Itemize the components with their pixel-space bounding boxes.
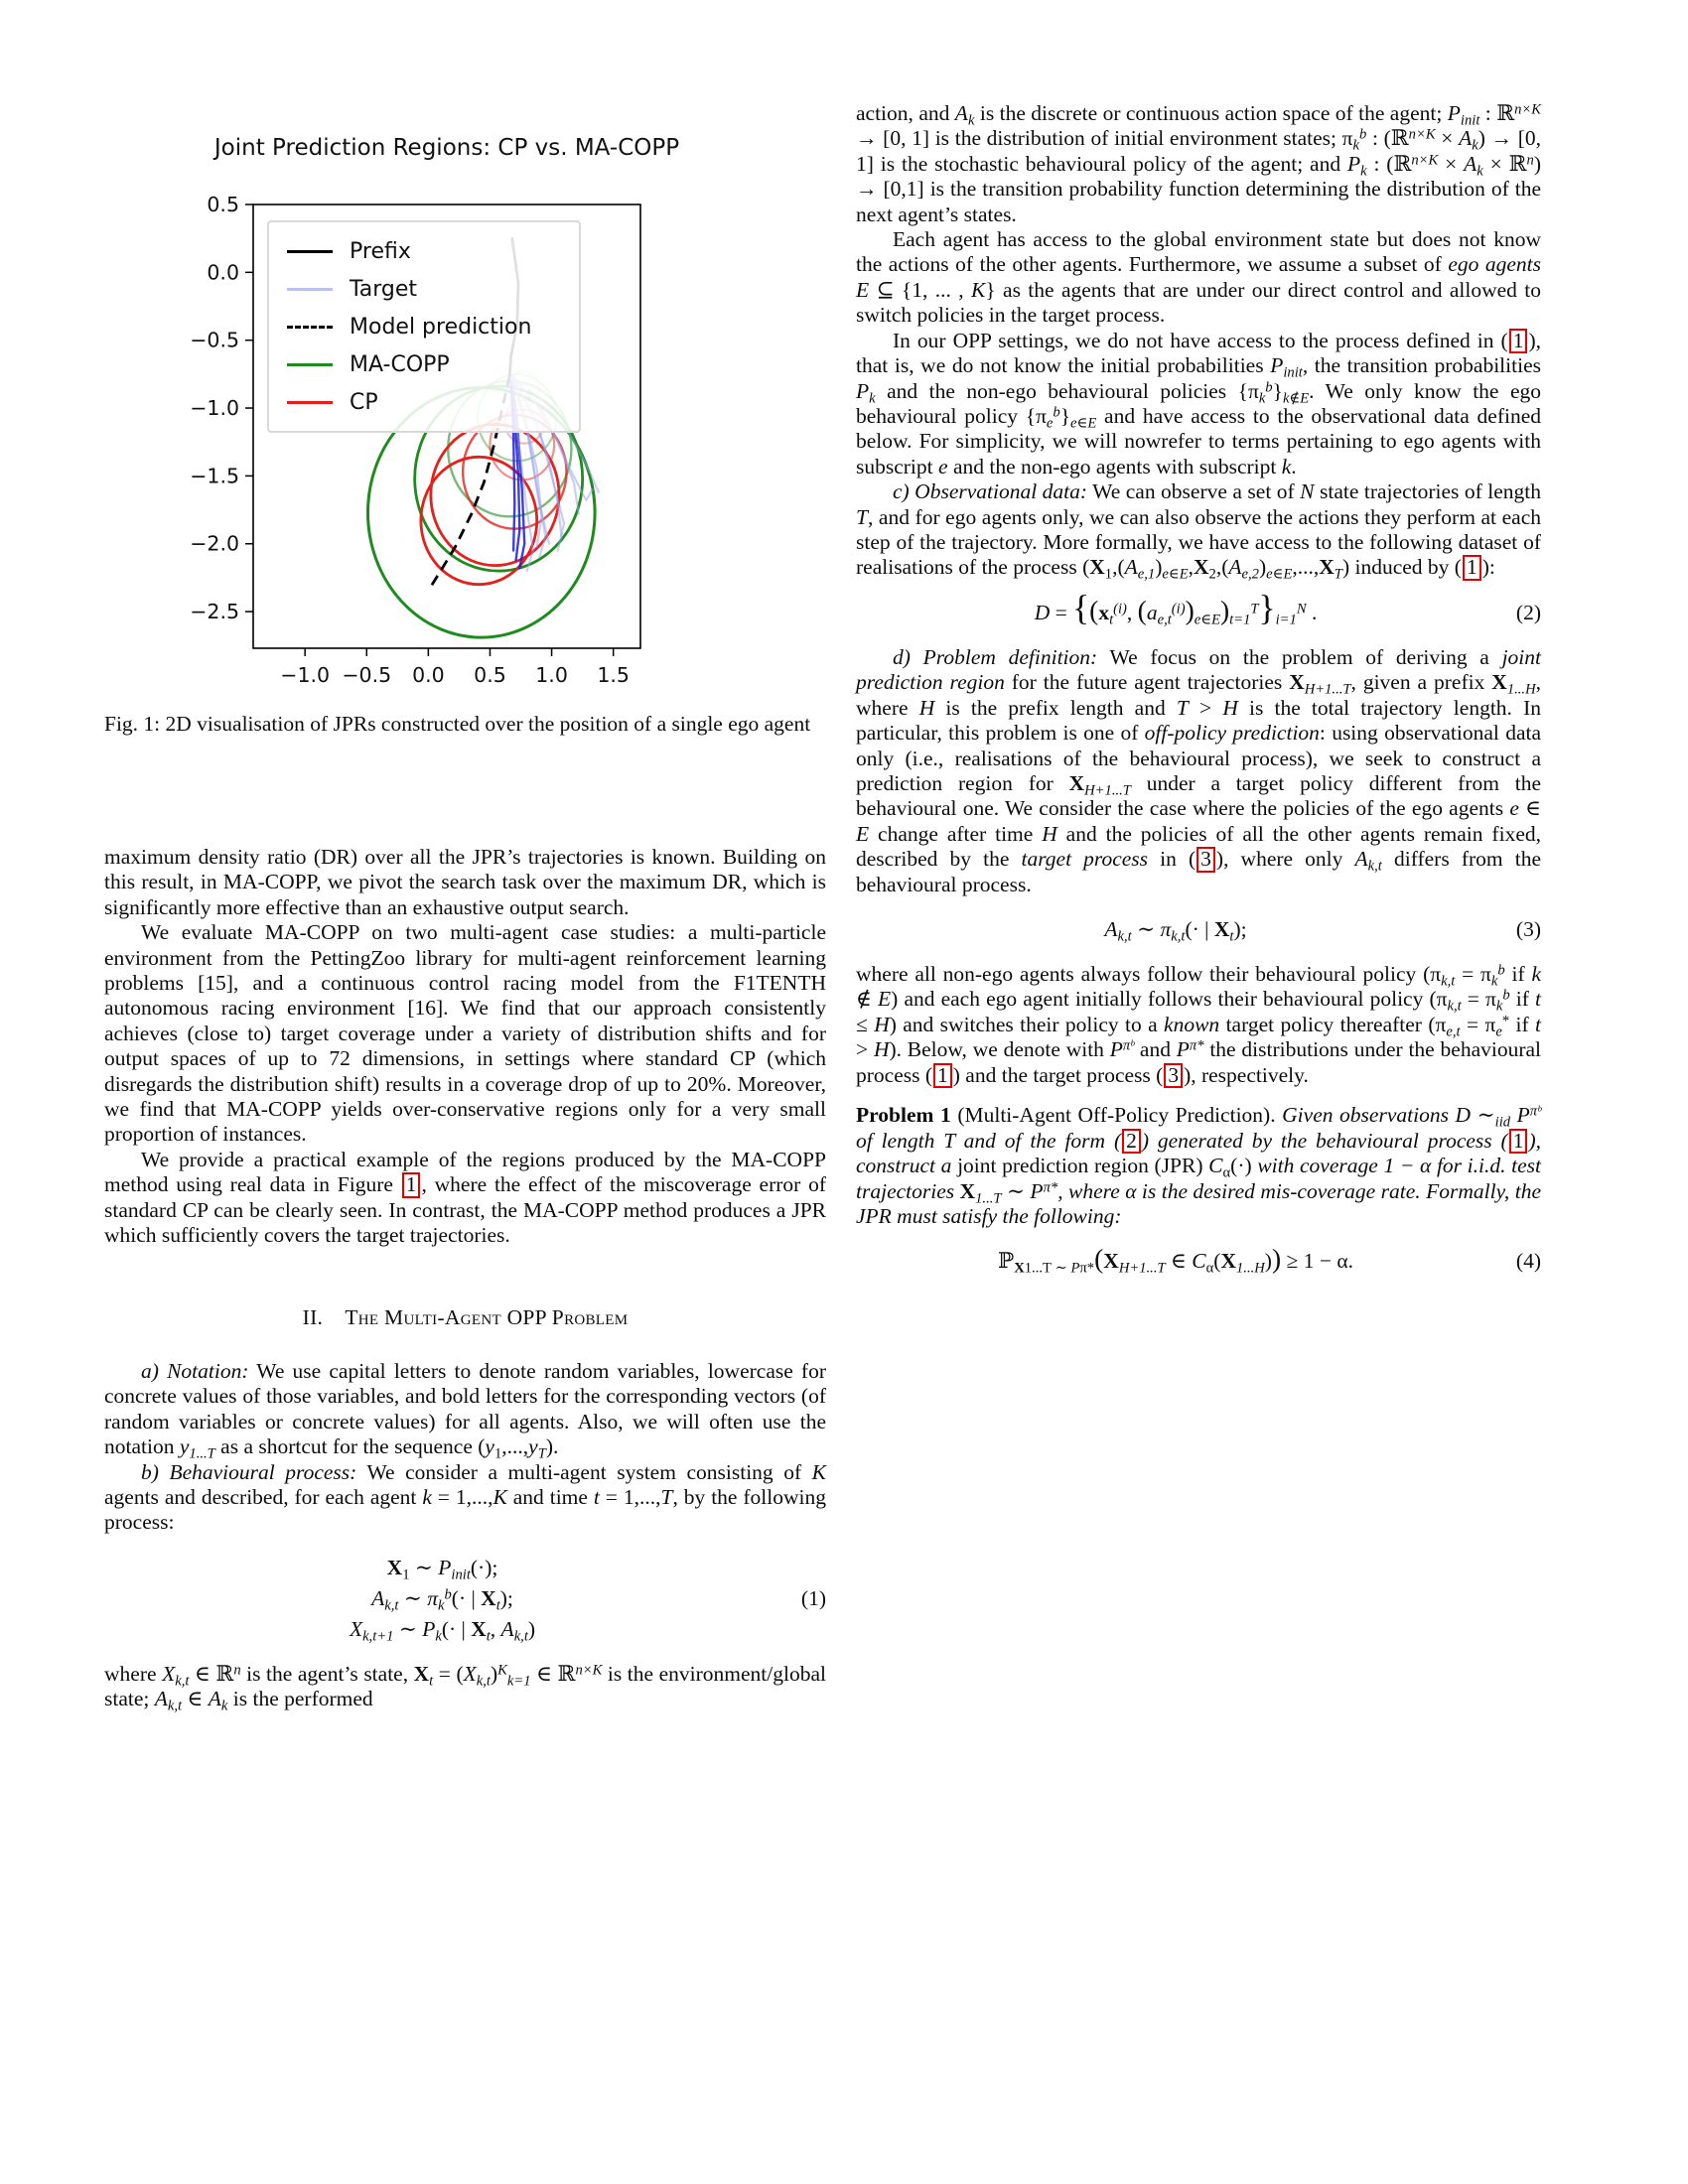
citation-ref[interactable]: 3: [1164, 1063, 1183, 1089]
citation-ref[interactable]: 1: [1509, 1129, 1528, 1155]
equation-3: [856, 914, 1541, 945]
equation-number: (1): [800, 1585, 826, 1610]
problem-statement: Problem 1 (Multi-Agent Off-Policy Prediction). Given observations D $\sim_{iid}$ $P^{\pi ᵇ}$ of length T and of the form ( 2 ) generated by the behavioural process ( 1 ), construct a joint prediction region (JPR) $C_\alpha(\cdot)$ with coverage 1 − α for i.i.d. test trajectories $X_{1...T}$ ∼ $P^{\pi*}$, where α is the desired mis-coverage rate. Formally, the JPR must satisfy the following:: [856, 1103, 1542, 1228]
equation-line: $X_{k,t+1}$ ∼ $P_k(\cdot$ | $X_t$, $A_{k,t}$): [349, 1616, 536, 1645]
legend-entry-cp: [287, 383, 569, 421]
figure-caption: Fig. 1: 2D visualisation of JPRs constructed over the position of a single ego agent: [104, 712, 811, 736]
equation-1-body: [104, 1553, 780, 1645]
paragraph-observational-data: c) Observational data: We can observe a set of N state trajectories of length T, and for ego agents only, we can also observe the actions they perform at each step of the trajectory. More formally, we have access to the following dataset of realisations of the process $(X_1,(A_{e,1})_{e\in E},X_2,(A_{e,2})_{e\in E},...,X_T)$ induced by ( 1 ):: [856, 479, 1541, 584]
equation-number: (2): [1515, 600, 1541, 624]
paragraph: maximum density ratio (DR) over all the JPR’s trajectories is known. Building on this result, in MA-COPP, we pivot the search task over the maximum DR, which is significantly more effective than an exhaustive output search.: [104, 845, 826, 919]
equation-1: [104, 1553, 826, 1645]
paragraph: where all non-ego agents always follow their behavioural policy ($\pi_{k,t} = \pi_k^b$ if k ∉ E) and each ego agent initially follows their behavioural policy ($\pi_{k,t} = \pi_k^b$ if t ≤ H) and switches their policy to a known target policy thereafter ($\pi_{e,t} = \pi_e^*$ if t > H). Below, we denote with $P^{\pi ᵇ}$ and $P^{\pi*}$ the distributions under the behavioural process ( 1 ) and the target process ( 3 ), respectively.: [856, 962, 1542, 1087]
y-tick-label: 0.5: [207, 193, 239, 216]
y-tick-label: −1.0: [190, 396, 239, 421]
citation-ref[interactable]: 1: [1509, 329, 1528, 354]
legend-entry-prefix: [287, 232, 569, 270]
paragraph-problem-definition: d) Problem definition: We focus on the problem of deriving a joint prediction region for the future agent trajectories $X_{H+1...T}$, given a prefix $X_{1...H}$, where H is the prefix length and T > H is the total trajectory length. In particular, this problem is one of off-policy prediction: using observational data only (i.e., realisations of the behavioural process), we seek to construct a prediction region for $X_{H+1...T}$ under a target policy different from the behavioural one. We consider the case where the policies of the ego agents e ∈ E change after time H and the policies of all the other agents remain fixed, described by the target process in ( 3 ), where only $A_{k,t}$ differs from the behavioural process.: [856, 644, 1542, 896]
legend-label: Prefix: [350, 238, 411, 264]
y-tick-label: −0.5: [190, 328, 239, 352]
x-tick-label: −1.0: [280, 663, 331, 687]
citation-ref[interactable]: 1: [1463, 555, 1481, 581]
model-prediction-line-swatch: [287, 326, 333, 329]
ma-copp-line-swatch: [287, 363, 333, 366]
target-line-swatch: [287, 288, 333, 291]
paragraph: We evaluate MA-COPP on two multi-agent case studies: a multi-particle environment from the PettingZoo library for multi-agent reinforcement learning problems [15], and a continuous control racing model from the F1TENTH autonomous racing environment [16]. We find that our approach consistently achieves (close to) target coverage under a variety of distribution shifts and for output spaces of up to 72 dimensions, in settings where standard CP (which disregards the distribution shift) results in a coverage drop of up to 20%. Moreover, we find that MA-COPP yields over-conservative regions only for a very small proportion of instances.: [104, 920, 826, 1147]
figure-1: [102, 97, 748, 707]
x-tick-label: 1.5: [597, 663, 630, 687]
paragraph: where $X_{k,t}$ ∈ ℝ$^n$ is the agent’s state, $X_t = (X_{k,t})^K_{k=1}$ ∈ ℝ$^{n\times K}$ is the environment/global state; $A_{k,t}$ ∈ $A_k$ is the performed: [104, 1661, 826, 1714]
y-tick-label: 0.0: [207, 260, 239, 285]
legend-label: Model prediction: [350, 314, 532, 340]
cp-line-swatch: [287, 401, 333, 404]
right-column: [856, 101, 1541, 1294]
chart-title: Joint Prediction Regions: CP vs. MA-COPP: [213, 135, 680, 161]
left-column: [104, 845, 826, 1712]
paragraph: We provide a practical example of the regions produced by the MA-COPP method using real data in Figure 1 , where the effect of the miscoverage error of standard CP can be clearly seen. In contrast, the MA-COPP method produces a JPR which sufficiently covers the target trajectories.: [104, 1147, 826, 1248]
citation-ref[interactable]: 3: [1196, 847, 1215, 873]
y-tick-label: −1.5: [190, 464, 239, 488]
legend-label: Target: [350, 276, 418, 302]
equation-2: [856, 587, 1541, 628]
legend-entry-ma-copp: [287, 345, 569, 383]
equation-4-body: ℙ$_{X1...T}$ $_\sim$ $_{P\pi*}(X_{H+1...T}$ ∈ $C_\alpha(X_{1...H})) \ge 1 - \alpha$.: [998, 1243, 1353, 1277]
equation-4: [856, 1243, 1541, 1277]
prefix-line-swatch: [287, 250, 333, 253]
legend-label: CP: [350, 389, 378, 415]
x-tick-label: −0.5: [342, 663, 392, 687]
y-tick-label: −2.0: [190, 531, 239, 556]
y-tick-label: −2.5: [190, 600, 239, 624]
equation-number: (4): [1515, 1249, 1541, 1274]
equation-line: $A_{k,t}$ ∼ $\pi_k^b(\cdot$ | $X_t$);: [371, 1585, 513, 1614]
legend-entry-model-prediction: [287, 308, 569, 345]
chart-legend: [267, 220, 581, 433]
legend-entry-target: [287, 270, 569, 308]
x-tick-label: 0.5: [474, 663, 506, 687]
citation-ref[interactable]: 1: [402, 1172, 421, 1198]
citation-ref[interactable]: 2: [1122, 1129, 1141, 1155]
paragraph: In our OPP settings, we do not have access to the process defined in ( 1 ), that is, we do not know the initial probabilities $P_{init}$, the transition probabilities $P_k$ and the non-ego behavioural policies $\{\pi_k^b\}_{k\notin E}$. We only know the ego behavioural policy $\{\pi_e^b\}_{e\in E}$ and have access to the observational data defined below. For simplicity, we will nowrefer to terms pertaining to ego agents with subscript e and the non-ego agents with subscript k.: [856, 328, 1541, 478]
equation-line: $X_1$ ∼ $P_{init}(\cdot)$;: [386, 1555, 498, 1583]
section-heading: II. The Multi-Agent OPP Problem: [302, 1304, 629, 1329]
legend-label: MA-COPP: [350, 351, 450, 377]
equation-number: (3): [1515, 916, 1541, 941]
equation-2-body: $D = \{(x_t^{(i)}$, $(a_{e,t}^{(i)})_{e\in E})_{t=1}^T\}_{i=1}^N$ .: [1034, 587, 1318, 628]
x-tick-label: 0.0: [412, 663, 445, 687]
paragraph-behavioural-process: b) Behavioural process: We consider a multi-agent system consisting of K agents and described, for each agent k = 1,...,K and time t = 1,...,T, by the following process:: [104, 1459, 826, 1535]
x-tick-label: 1.0: [535, 663, 568, 687]
paragraph: Each agent has access to the global environment state but does not know the actions of the other agents. Furthermore, we assume a subset of ego agents E ⊆ {1, ... , K} as the agents that are under our direct control and allowed to switch policies in the target process.: [856, 227, 1542, 328]
equation-3-body: $A_{k,t}$ ∼ $\pi_{k,t}(\cdot$ | $X_t$);: [1104, 917, 1247, 945]
paragraph-notation: a) Notation: We use capital letters to denote random variables, lowercase for concrete values of those variables, and bold letters for the corresponding vectors (of random variables or concrete values) for all agents. Also, we will often use the notation $y_{1...T}$ as a shortcut for the sequence $(y_1,...,y_T)$.: [104, 1359, 826, 1462]
paragraph: action, and $A_k$ is the discrete or continuous action space of the agent; $P_{init}$ : ℝ$^{n\times K}$ → [0, 1] is the distribution of initial environment states; $\pi_k^b$ : (ℝ$^{n\times K}$ × $A_k) \to [0$, 1] is the stochastic behavioural policy of the agent; and $P_k$ : (ℝ$^{n\times K}$ × $A_k$ × ℝ$^n$) → [0,1] is the transition probability function determining the distribution of the next agent’s states.: [856, 101, 1541, 226]
citation-ref[interactable]: 1: [933, 1063, 952, 1089]
